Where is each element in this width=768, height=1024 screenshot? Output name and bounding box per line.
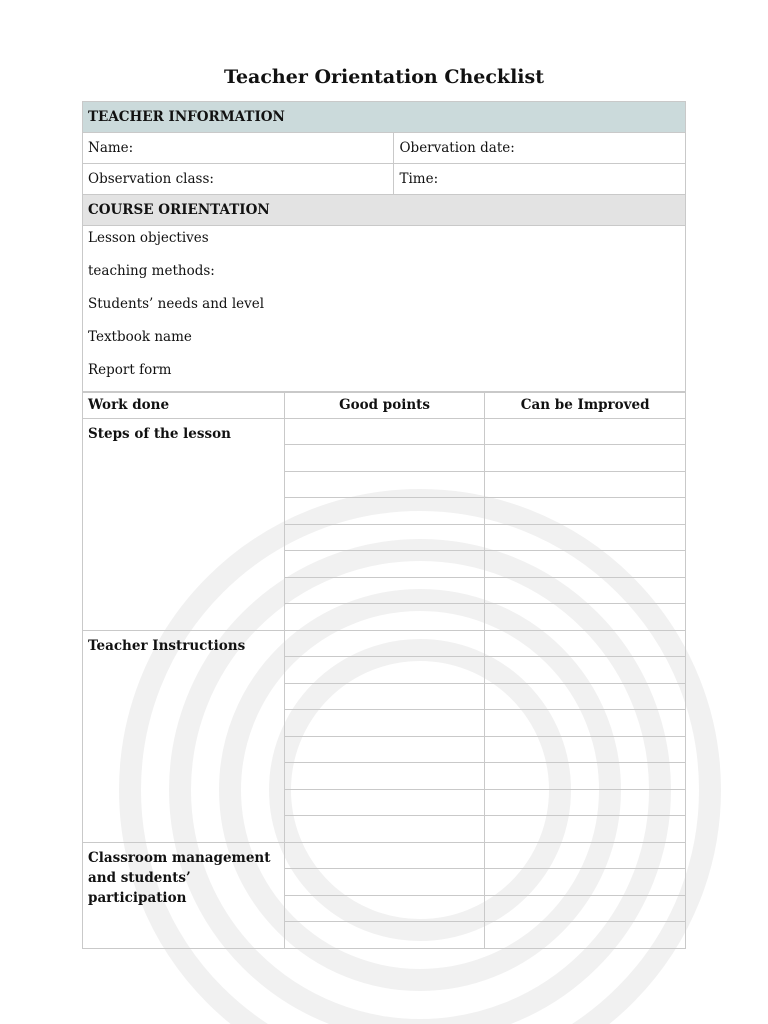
teacher-information-table: [82, 101, 686, 393]
good-points-cell[interactable]: [284, 657, 485, 684]
can-be-improved-cell[interactable]: [485, 498, 686, 525]
work-done-table: [82, 391, 686, 949]
good-points-cell[interactable]: [284, 524, 485, 551]
good-points-cell[interactable]: [284, 630, 485, 657]
good-points-cell[interactable]: [284, 816, 485, 843]
good-points-cell[interactable]: [284, 445, 485, 472]
can-be-improved-cell[interactable]: [485, 710, 686, 737]
good-points-cell[interactable]: [284, 471, 485, 498]
can-be-improved-cell[interactable]: [485, 736, 686, 763]
info-row: [83, 164, 686, 195]
can-be-improved-cell[interactable]: [485, 577, 686, 604]
good-points-cell[interactable]: [284, 842, 485, 869]
good-points-cell[interactable]: [284, 418, 485, 445]
can-be-improved-cell[interactable]: [485, 604, 686, 631]
teacher-information-header-row: [83, 102, 686, 133]
good-points-cell[interactable]: [284, 895, 485, 922]
can-be-improved-cell[interactable]: [485, 524, 686, 551]
good-points-cell[interactable]: [284, 683, 485, 710]
can-be-improved-cell[interactable]: [485, 842, 686, 869]
info-row: [83, 133, 686, 164]
column-work-done: Work done: [83, 392, 285, 419]
can-be-improved-cell[interactable]: [485, 445, 686, 472]
page-title: Teacher Orientation Checklist: [224, 66, 544, 88]
time-field[interactable]: Time:: [394, 164, 686, 195]
course-item-teaching-methods: teaching methods:: [88, 263, 215, 279]
good-points-cell[interactable]: [284, 577, 485, 604]
table-row: [83, 842, 686, 869]
course-orientation-header-row: [83, 195, 686, 226]
name-field[interactable]: Name:: [83, 133, 394, 164]
course-orientation-row: [83, 226, 686, 393]
can-be-improved-cell[interactable]: [485, 471, 686, 498]
table-row: [83, 418, 686, 445]
observation-class-field[interactable]: Observation class:: [83, 164, 394, 195]
course-item-report-form: Report form: [88, 362, 172, 378]
can-be-improved-cell[interactable]: [485, 630, 686, 657]
section-label: Steps of the lesson: [83, 418, 285, 630]
good-points-cell[interactable]: [284, 763, 485, 790]
can-be-improved-cell[interactable]: [485, 816, 686, 843]
column-good-points: Good points: [284, 392, 485, 419]
can-be-improved-cell[interactable]: [485, 895, 686, 922]
can-be-improved-cell[interactable]: [485, 418, 686, 445]
good-points-cell[interactable]: [284, 498, 485, 525]
course-item-students-needs: Students’ needs and level: [88, 296, 265, 312]
good-points-cell[interactable]: [284, 869, 485, 896]
column-can-be-improved: Can be Improved: [485, 392, 686, 419]
course-item-lesson-objectives: Lesson objectives: [88, 230, 209, 246]
can-be-improved-cell[interactable]: [485, 763, 686, 790]
can-be-improved-cell[interactable]: [485, 683, 686, 710]
can-be-improved-cell[interactable]: [485, 551, 686, 578]
course-orientation-list: [83, 226, 686, 393]
good-points-cell[interactable]: [284, 789, 485, 816]
section-label: Teacher Instructions: [83, 630, 285, 842]
observation-date-field[interactable]: Obervation date:: [394, 133, 686, 164]
can-be-improved-cell[interactable]: [485, 922, 686, 949]
can-be-improved-cell[interactable]: [485, 657, 686, 684]
section-label: Classroom management and students’ participation: [83, 842, 285, 948]
good-points-cell[interactable]: [284, 551, 485, 578]
good-points-cell[interactable]: [284, 922, 485, 949]
teacher-information-header: TEACHER INFORMATION: [83, 102, 686, 133]
good-points-cell[interactable]: [284, 736, 485, 763]
can-be-improved-cell[interactable]: [485, 789, 686, 816]
good-points-cell[interactable]: [284, 710, 485, 737]
table-row: [83, 630, 686, 657]
course-item-textbook-name: Textbook name: [88, 329, 192, 345]
good-points-cell[interactable]: [284, 604, 485, 631]
course-orientation-header: COURSE ORIENTATION: [83, 195, 686, 226]
work-table-header-row: [83, 392, 686, 419]
can-be-improved-cell[interactable]: [485, 869, 686, 896]
